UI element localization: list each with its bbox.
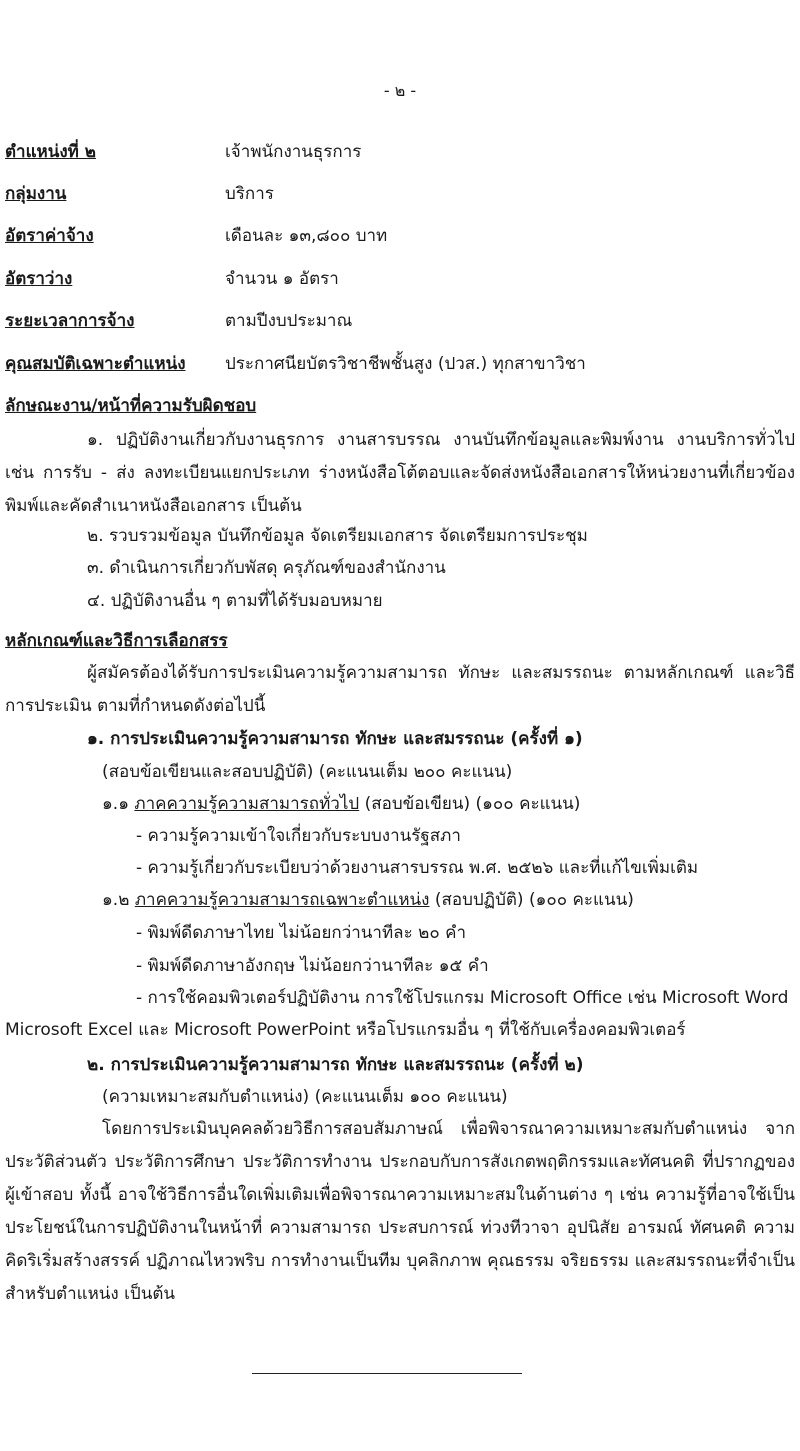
duty-item-4: ๔. ปฏิบัติงานอื่น ๆ ตามที่ได้รับมอบหมาย xyxy=(87,591,383,611)
round2-heading: ๒. การประเมินความรู้ความสามารถ ทักษะ และสมรรถนะ (ครั้งที่ ๒) xyxy=(87,1055,584,1075)
info-value: ตามปีงบประมาณ xyxy=(225,311,353,331)
duty-item-1: ๑. ปฏิบัติงานเกี่ยวกับงานธุรการ งานสารบรรณ งานบันทึกข้อมูลและพิมพ์งาน งานบริการทั่วไป เช่น การรับ - ส่ง ลงทะเบียนแยกประเภท ร่างหนังสือโต้ตอบและจัดส่งหนังสือเอกสารให้หน่วยงานที่เกี่ยวข้อง พิมพ์และคัดสำเนาหนังสือเอกสาร เป็นต้น xyxy=(5,430,795,516)
info-value: ประกาศนียบัตรวิชาชีพชั้นสูง (ปวส.) ทุกสาขาวิชา xyxy=(225,354,586,374)
part1-title: ภาคความรู้ความสามารถทั่วไป xyxy=(134,794,360,814)
info-label: ตำแหน่งที่ ๒ xyxy=(5,142,97,162)
info-value: เจ้าพนักงานธุรการ xyxy=(225,142,362,162)
info-row-qualification xyxy=(5,348,800,381)
part2-number: ๑.๒ xyxy=(102,890,130,910)
round2-sub: (ความเหมาะสมกับตำแหน่ง) (คะแนนเต็ม ๑๐๐ คะแนน) xyxy=(102,1087,508,1107)
end-rule xyxy=(252,1373,522,1374)
info-label: อัตราค่าจ้าง xyxy=(5,226,94,246)
round1-sub: (สอบข้อเขียนและสอบปฏิบัติ) (คะแนนเต็ม ๒๐๐ คะแนน) xyxy=(102,762,513,782)
duty-item-2: ๒. รวบรวมข้อมูล บันทึกข้อมูล จัดเตรียมเอกสาร จัดเตรียมการประชุม xyxy=(87,526,588,546)
info-value: เดือนละ ๑๓,๘๐๐ บาท xyxy=(225,226,388,246)
info-row-vacancy xyxy=(5,263,800,296)
info-row-position xyxy=(5,136,800,169)
duty-item-3: ๓. ดำเนินการเกี่ยวกับพัสดุ ครุภัณฑ์ของสำนักงาน xyxy=(87,558,446,578)
info-value: บริการ xyxy=(225,184,274,204)
part1-line xyxy=(102,788,580,821)
round1-heading: ๑. การประเมินความรู้ความสามารถ ทักษะ และสมรรถนะ (ครั้งที่ ๑) xyxy=(87,729,583,749)
part2-item-computer-cont: Microsoft Excel และ Microsoft PowerPoint หรือโปรแกรมอื่น ๆ ที่ใช้กับเครื่องคอมพิวเตอร์ xyxy=(5,1020,686,1040)
criteria-intro: ผู้สมัครต้องได้รับการประเมินความรู้ความสามารถ ทักษะ และสมรรถนะ ตามหลักเกณฑ์ และวิธีการประเมิน ตามที่กำหนดดังต่อไปนี้ xyxy=(5,663,795,716)
part2-line xyxy=(102,884,634,917)
info-row-salary xyxy=(5,220,800,253)
criteria-title: หลักเกณฑ์และวิธีการเลือกสรร xyxy=(5,631,228,651)
info-label: ระยะเวลาการจ้าง xyxy=(5,311,135,331)
part2-item: - พิมพ์ดีดภาษาไทย ไม่น้อยกว่านาทีละ ๒๐ คำ xyxy=(136,923,467,943)
part1-rest: (สอบข้อเขียน) (๑๐๐ คะแนน) xyxy=(364,794,581,814)
info-label: อัตราว่าง xyxy=(5,269,73,289)
part1-item: - ความรู้ความเข้าใจเกี่ยวกับระบบงานรัฐสภา xyxy=(136,826,461,846)
info-label: คุณสมบัติเฉพาะตำแหน่ง xyxy=(5,354,186,374)
info-row-duration xyxy=(5,305,800,338)
info-value: จำนวน ๑ อัตรา xyxy=(225,269,339,289)
part2-rest: (สอบปฏิบัติ) (๑๐๐ คะแนน) xyxy=(434,890,634,910)
part1-item: - ความรู้เกี่ยวกับระเบียบว่าด้วยงานสารบรรณ พ.ศ. ๒๕๒๖ และที่แก้ไขเพิ่มเติม xyxy=(136,858,699,878)
info-row-group xyxy=(5,178,800,211)
part2-item: - พิมพ์ดีดภาษาอังกฤษ ไม่น้อยกว่านาทีละ ๑๕ คำ xyxy=(136,956,489,976)
duties-title: ลักษณะงาน/หน้าที่ความรับผิดชอบ xyxy=(5,396,257,416)
part2-item-computer: - การใช้คอมพิวเตอร์ปฏิบัติงาน การใช้โปรแกรม Microsoft Office เช่น Microsoft Word xyxy=(136,988,789,1008)
info-label: กลุ่มงาน xyxy=(5,184,67,204)
part1-number: ๑.๑ xyxy=(102,794,129,814)
round2-body: โดยการประเมินบุคคลด้วยวิธีการสอบสัมภาษณ์ เพื่อพิจารณาความเหมาะสมกับตำแหน่ง จากประวัติส่วนตัว ประวัติการศึกษา ประวัติการทำงาน ประกอบกับการสังเกตพฤติกรรมและทัศนคติ ที่ปรากฏของผู้เข้าสอบ ทั้งนี้ อาจใช้วิธีการอื่นใดเพิ่มเติมเพื่อพิจารณาความเหมาะสมในด้านต่าง ๆ เช่น ความรู้ที่อาจใช้เป็นประโยชน์ในการปฏิบัติงานในหน้าที่ ความสามารถ ประสบการณ์ ท่วงทีวาจา อุปนิสัย อารมณ์ ทัศนคติ ความคิดริเริ่มสร้างสรรค์ ปฏิภาณไหวพริบ การทำงานเป็นทีม บุคลิกภาพ คุณธรรม จริยธรรม และสมรรถนะที่จำเป็นสำหรับตำแหน่ง เป็นต้น xyxy=(5,1119,795,1304)
page-number: - ๒ - xyxy=(383,81,417,100)
part2-title: ภาคความรู้ความสามารถเฉพาะตำแหน่ง xyxy=(134,890,430,910)
